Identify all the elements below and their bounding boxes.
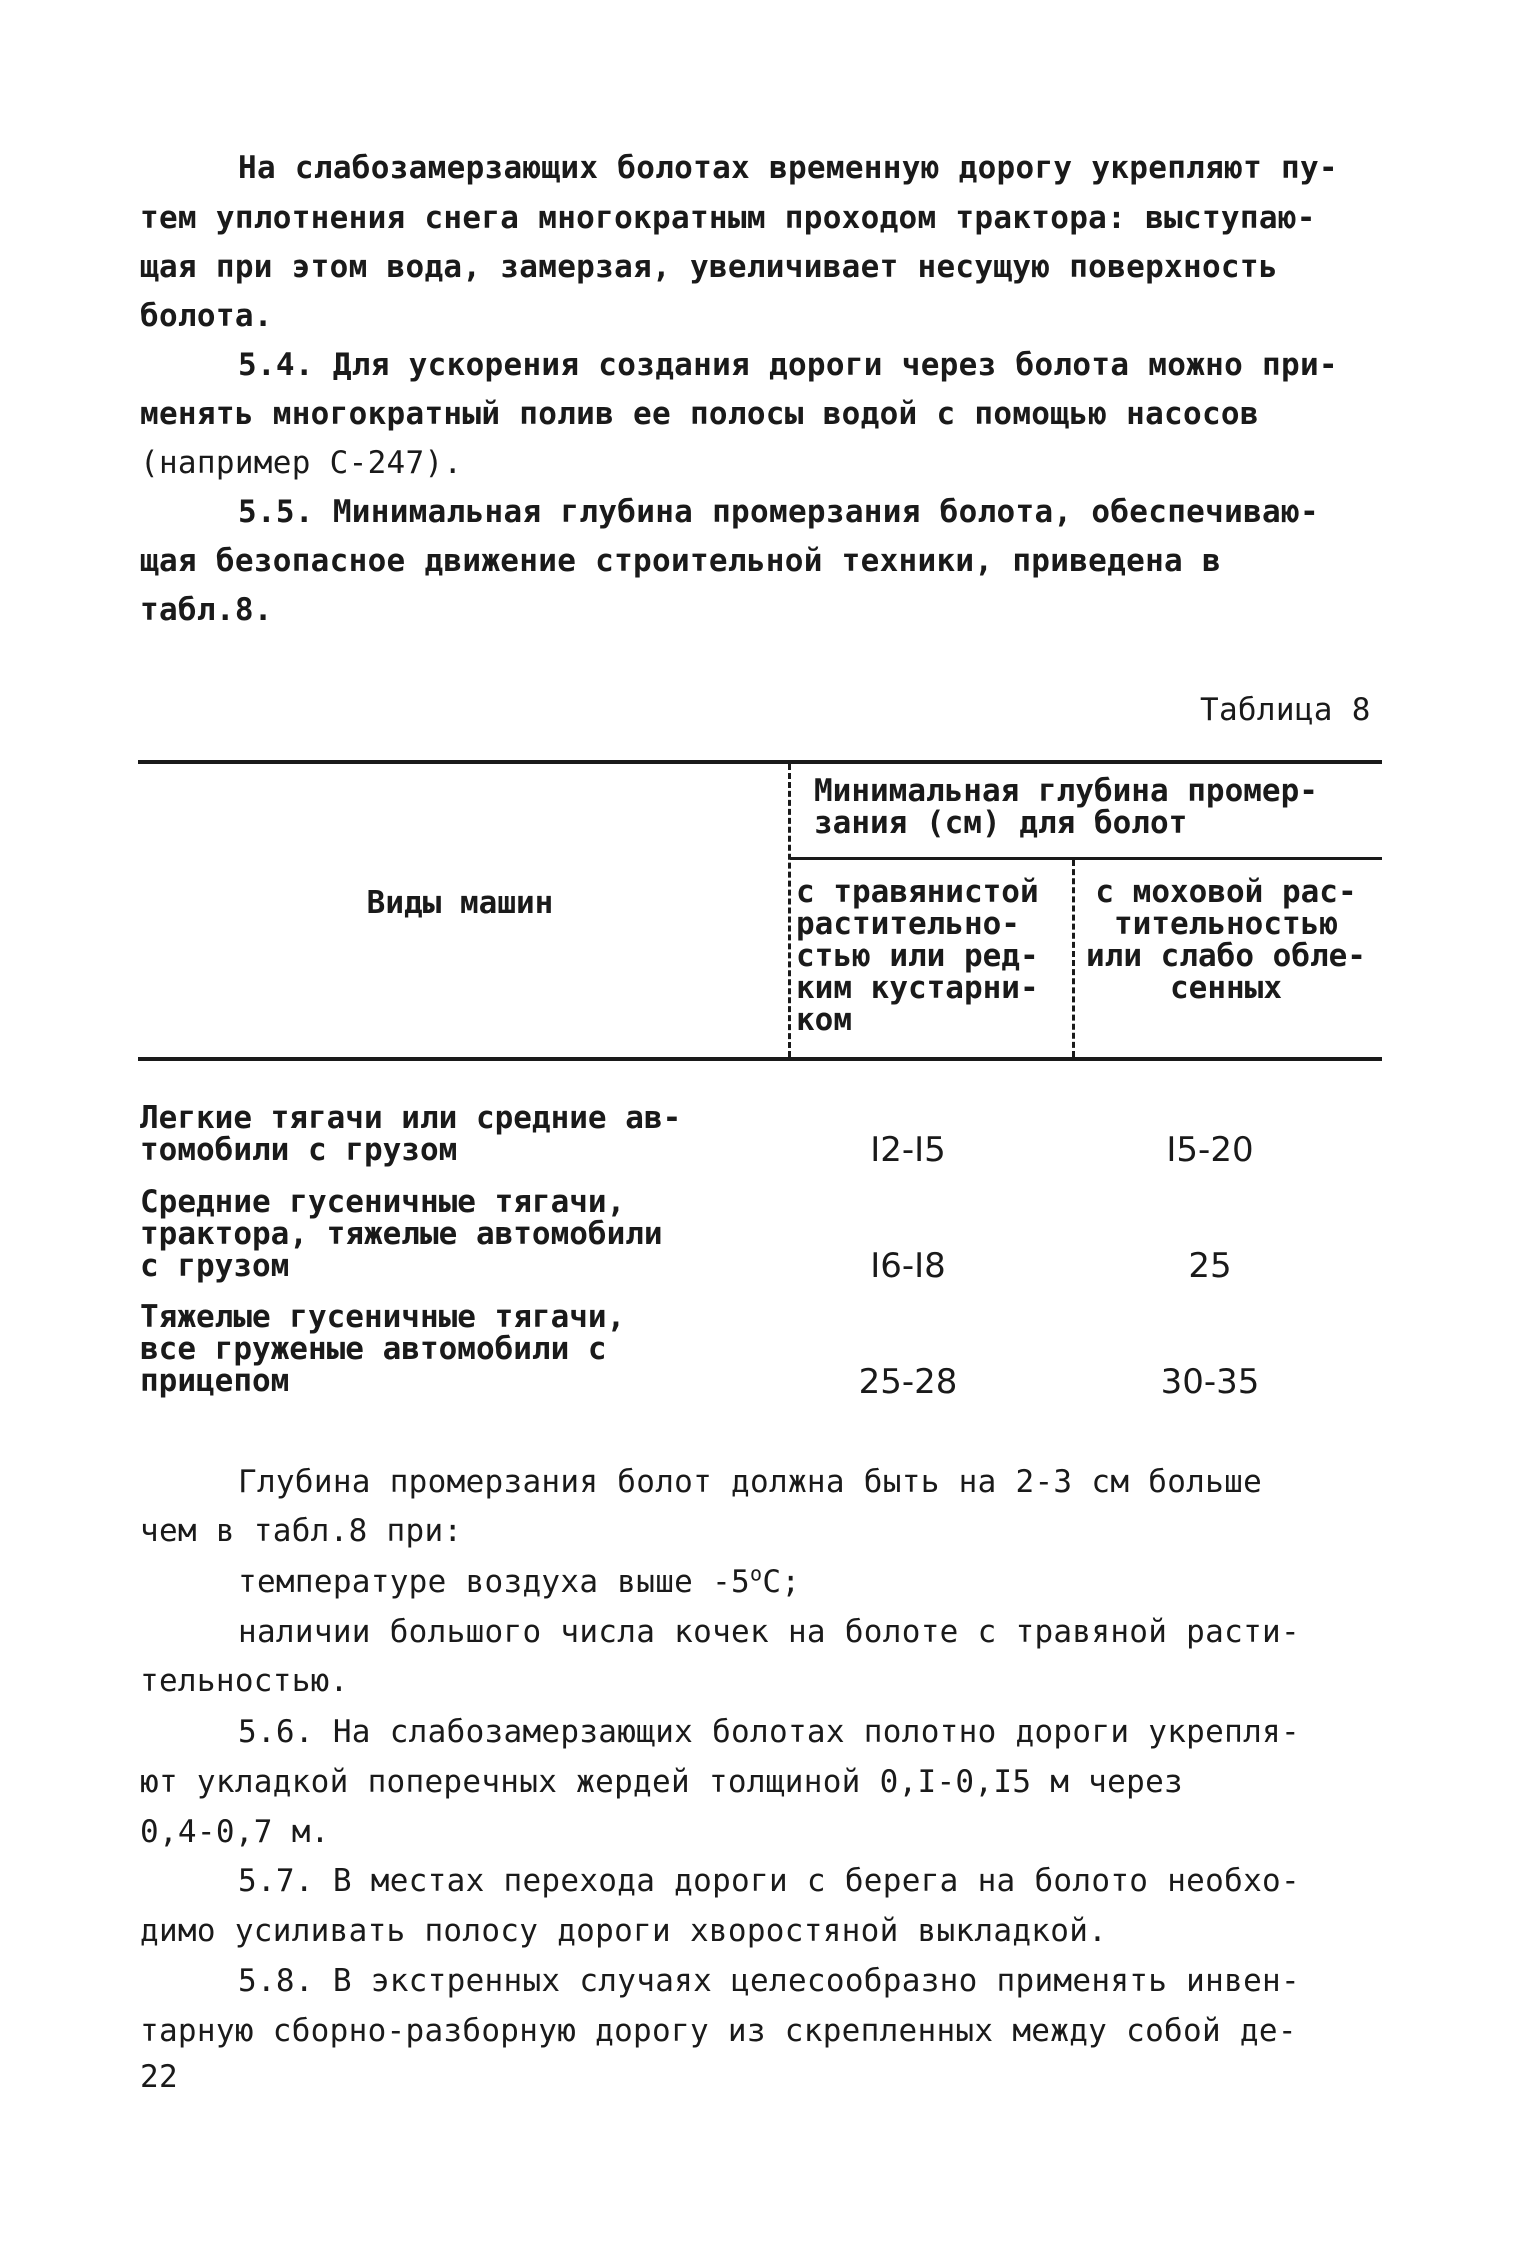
- section-5-6-line-3: 0,4-0,7 м.: [140, 1814, 330, 1850]
- section-5-6-line-1: 5.6. На слабозамерзающих болотах полотно дороги укрепля-: [238, 1714, 1300, 1750]
- intro-line-1: На слабозамерзающих болотах временную дорогу укрепляют пу-: [238, 150, 1338, 186]
- section-5-6-line-2: ют укладкой поперечных жердей толщиной 0,I-0,I5 м через: [140, 1764, 1183, 1800]
- after-table-line-5: тельностью.: [140, 1663, 349, 1699]
- section-5-5-line-1: 5.5. Минимальная глубина промерзания болота, обеспечиваю-: [238, 494, 1319, 530]
- section-5-7-line-2: димо усиливать полосу дороги хворостяной выкладкой.: [140, 1913, 1108, 1949]
- row-1-machine: Легкие тягачи или средние ав- томобили с грузом: [140, 1100, 682, 1168]
- section-5-5-line-3: табл.8.: [140, 592, 273, 628]
- section-5-7-line-1: 5.7. В местах перехода дороги с берега на болото необхо-: [238, 1863, 1300, 1899]
- table-divider-left: [788, 764, 791, 1057]
- section-5-4-line-2: менять многократный полив ее полосы водой с помощью насосов: [140, 396, 1259, 432]
- row-2-machine: Средние гусеничные тягачи, трактора, тяжелые автомобили с грузом: [140, 1184, 663, 1284]
- row-2-grass: I6-I8: [870, 1246, 946, 1286]
- page-number: 22: [140, 2059, 178, 2095]
- section-5-8-line-1: 5.8. В экстренных случаях целесообразно применять инвен-: [238, 1963, 1300, 1999]
- after-table-line-3: [238, 1562, 800, 1602]
- intro-line-3: щая при этом вода, замерзая, увеличивает несущую поверхность: [140, 249, 1278, 285]
- section-5-5-line-2: щая безопасное движение строительной техники, приведена в: [140, 543, 1221, 579]
- row-3-machine: Тяжелые гусеничные тягачи, все груженые автомобили с прицепом: [140, 1299, 626, 1399]
- table-caption: Таблица 8: [1200, 692, 1371, 728]
- row-2-moss: 25: [1188, 1246, 1232, 1286]
- header-machines: Виды машин: [366, 885, 554, 921]
- row-1-moss: I5-20: [1166, 1130, 1254, 1170]
- after-table-line-2: чем в табл.8 при:: [140, 1513, 463, 1549]
- row-1-grass: I2-I5: [870, 1130, 946, 1170]
- table-header-bottom-rule: [138, 1057, 1382, 1061]
- temperature-text: температуре воздуха выше -5: [238, 1564, 751, 1600]
- section-5-4-line-1: 5.4. Для ускорения создания дороги через болота можно при-: [238, 347, 1338, 383]
- temperature-unit: С;: [762, 1564, 801, 1600]
- row-3-moss: 30-35: [1160, 1362, 1260, 1402]
- after-table-line-1: Глубина промерзания болот должна быть на 2-3 см больше: [238, 1464, 1263, 1500]
- table-header-sub-rule: [790, 857, 1382, 860]
- table-top-rule: [138, 760, 1382, 764]
- degree-sign: о: [750, 1561, 763, 1586]
- header-grass: с травянистой растительно- стью или ред- ким кустарни- ком: [796, 874, 1039, 1038]
- after-table-line-4: наличии большого числа кочек на болоте с травяной расти-: [238, 1614, 1300, 1650]
- row-3-grass: 25-28: [858, 1362, 958, 1402]
- section-5-4-line-3: (например С-247).: [140, 445, 463, 481]
- header-moss: с моховой рас- тительностью или слабо обле- сенных: [1086, 874, 1366, 1006]
- header-depth: Минимальная глубина промер- зания (см) для болот: [814, 773, 1318, 841]
- table-divider-right: [1072, 860, 1075, 1057]
- intro-line-2: тем уплотнения снега многократным проходом трактора: выступаю-: [140, 200, 1316, 236]
- section-5-8-line-2: тарную сборно-разборную дорогу из скрепленных между собой де-: [140, 2013, 1297, 2049]
- intro-line-4: болота.: [140, 298, 273, 334]
